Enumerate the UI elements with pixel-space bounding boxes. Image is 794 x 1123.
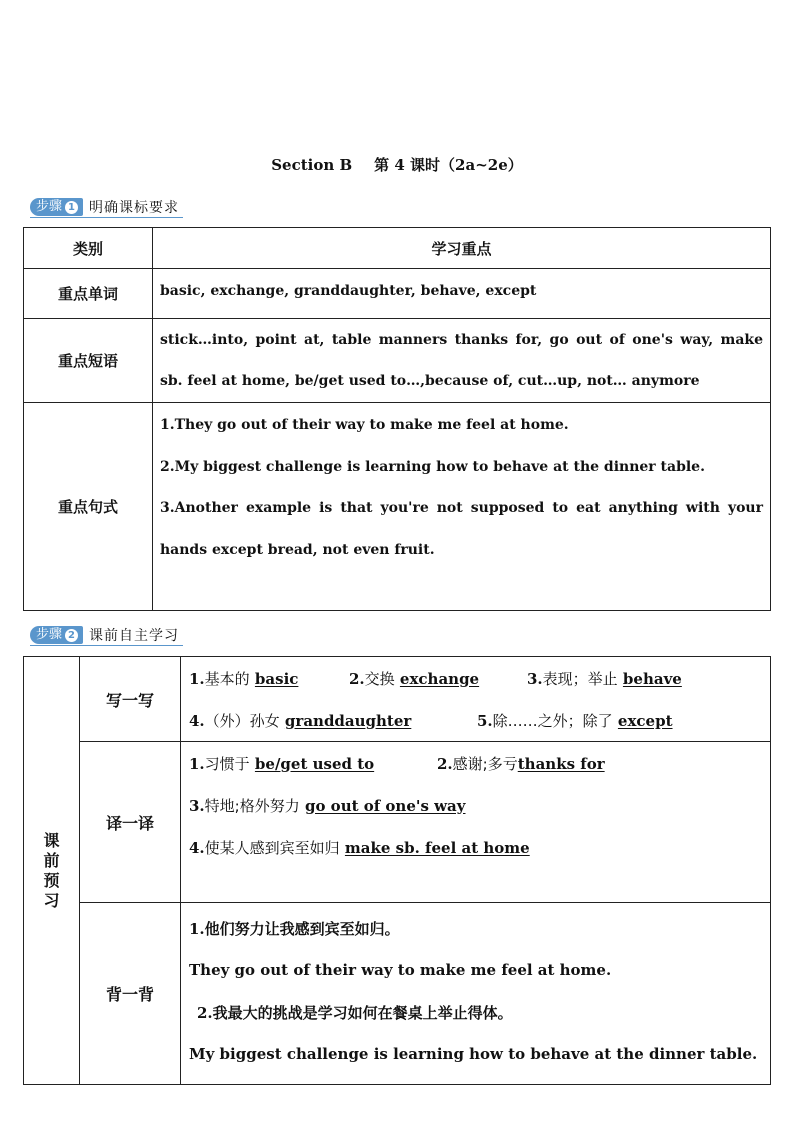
content-line: 1.They go out of their way to make me feel at home. xyxy=(160,417,569,433)
translate-item xyxy=(437,753,605,774)
item-prompt: 交换 xyxy=(364,669,395,688)
step-number-icon: 1 xyxy=(65,201,78,214)
translate-line-2 xyxy=(189,784,762,826)
recite-line xyxy=(189,1033,762,1075)
step-1-tag xyxy=(30,198,83,216)
item-number: 1. xyxy=(189,669,205,688)
label-write: 写一写 xyxy=(80,657,181,742)
item-answer: except xyxy=(617,711,673,730)
recite-text: They go out of their way to make me feel at home. xyxy=(189,961,612,979)
row-label-words: 重点单词 xyxy=(24,269,153,319)
step-2-title: 课前自主学习 xyxy=(89,628,180,644)
page-title xyxy=(0,154,794,175)
item-number: 5. xyxy=(477,711,493,730)
write-content xyxy=(181,657,771,742)
item-answer: thanks for xyxy=(517,754,605,773)
recite-line xyxy=(189,991,762,1033)
step-2-tag xyxy=(30,626,83,644)
label-translate: 译一译 xyxy=(80,742,181,903)
row-content-phrases xyxy=(153,319,771,403)
translate-item xyxy=(189,837,530,858)
item-number: 2. xyxy=(437,754,453,773)
side-label-text: 课前预习 xyxy=(43,830,60,910)
preview-table xyxy=(23,656,771,1085)
content-line: basic, exchange, granddaughter, behave, except xyxy=(160,283,537,299)
content-line: hands except bread, not even fruit. xyxy=(160,541,435,558)
item-answer: granddaughter xyxy=(284,711,412,730)
content-line: 2.My biggest challenge is learning how to behave at the dinner table. xyxy=(160,458,705,475)
item-number: 4. xyxy=(189,838,205,857)
item-number: 2. xyxy=(349,669,365,688)
item-number: 1. xyxy=(189,754,205,773)
item-number: 4. xyxy=(189,711,205,730)
item-prompt: 特地;格外努力 xyxy=(204,796,300,815)
header-category: 类别 xyxy=(24,228,153,269)
content-line: 3.Another example is that you're not supposed to eat anything with your xyxy=(160,500,763,516)
translate-item xyxy=(189,795,466,816)
content-line: stick…into, point at, table manners thanks for, go out of one's way, make xyxy=(160,331,763,348)
label-recite: 背一背 xyxy=(80,903,181,1085)
item-prompt: 表现；举止 xyxy=(542,669,618,688)
write-item xyxy=(349,668,527,689)
item-prompt: 习惯于 xyxy=(204,754,250,773)
header-focus: 学习重点 xyxy=(153,228,771,269)
table-row xyxy=(24,742,771,903)
content-line: sb. feel at home, be/get used to…,because of, cut…up, not… anymore xyxy=(160,372,700,389)
step-number-icon: 2 xyxy=(65,629,78,642)
write-item xyxy=(527,668,682,689)
write-item xyxy=(189,668,349,689)
translate-content xyxy=(181,742,771,903)
key-points-table xyxy=(23,227,771,611)
table-row xyxy=(24,657,771,742)
item-number: 3. xyxy=(527,669,543,688)
step-tag-label: 步骤 xyxy=(36,627,63,642)
row-content-sentences xyxy=(153,403,771,611)
step-tag-label: 步骤 xyxy=(36,199,63,214)
item-prompt: 感谢;多亏 xyxy=(452,754,518,773)
item-answer: basic xyxy=(254,669,299,688)
item-answer: exchange xyxy=(399,669,480,688)
item-prompt: 除……之外；除了 xyxy=(492,711,613,730)
write-item xyxy=(189,710,477,731)
recite-text: 2.我最大的挑战是学习如何在餐桌上举止得体。 xyxy=(197,1003,513,1022)
table-row xyxy=(24,903,771,1085)
recite-text: My biggest challenge is learning how to behave at the dinner table. xyxy=(189,1045,758,1063)
recite-text: 1.他们努力让我感到宾至如归。 xyxy=(189,919,400,938)
write-line-2 xyxy=(189,699,762,741)
title-section: Section B xyxy=(271,156,353,174)
step-2-header xyxy=(30,625,183,646)
table-header-row xyxy=(24,228,771,269)
recite-content xyxy=(181,903,771,1085)
row-label-sentences: 重点句式 xyxy=(24,403,153,611)
item-answer: make sb. feel at home xyxy=(344,838,530,857)
translate-line-1 xyxy=(189,742,762,784)
item-prompt: （外）孙女 xyxy=(204,711,280,730)
item-number: 3. xyxy=(189,796,205,815)
table-row xyxy=(24,269,771,319)
item-answer: be/get used to xyxy=(254,754,375,773)
write-line-1 xyxy=(189,657,762,699)
row-label-phrases: 重点短语 xyxy=(24,319,153,403)
step-1-title: 明确课标要求 xyxy=(89,200,180,216)
item-prompt: 基本的 xyxy=(204,669,250,688)
recite-line xyxy=(189,907,762,949)
table-row xyxy=(24,403,771,611)
write-item xyxy=(477,710,673,731)
row-content-words xyxy=(153,269,771,319)
title-lesson: 第 4 课时（2a~2e） xyxy=(374,156,523,174)
item-answer: go out of one's way xyxy=(304,796,466,815)
translate-item xyxy=(189,753,437,774)
step-1-header xyxy=(30,197,183,218)
side-label-preview xyxy=(24,657,80,1085)
item-prompt: 使某人感到宾至如归 xyxy=(204,838,340,857)
translate-line-3 xyxy=(189,826,762,868)
item-answer: behave xyxy=(622,669,682,688)
recite-line xyxy=(189,949,762,991)
table-row xyxy=(24,319,771,403)
